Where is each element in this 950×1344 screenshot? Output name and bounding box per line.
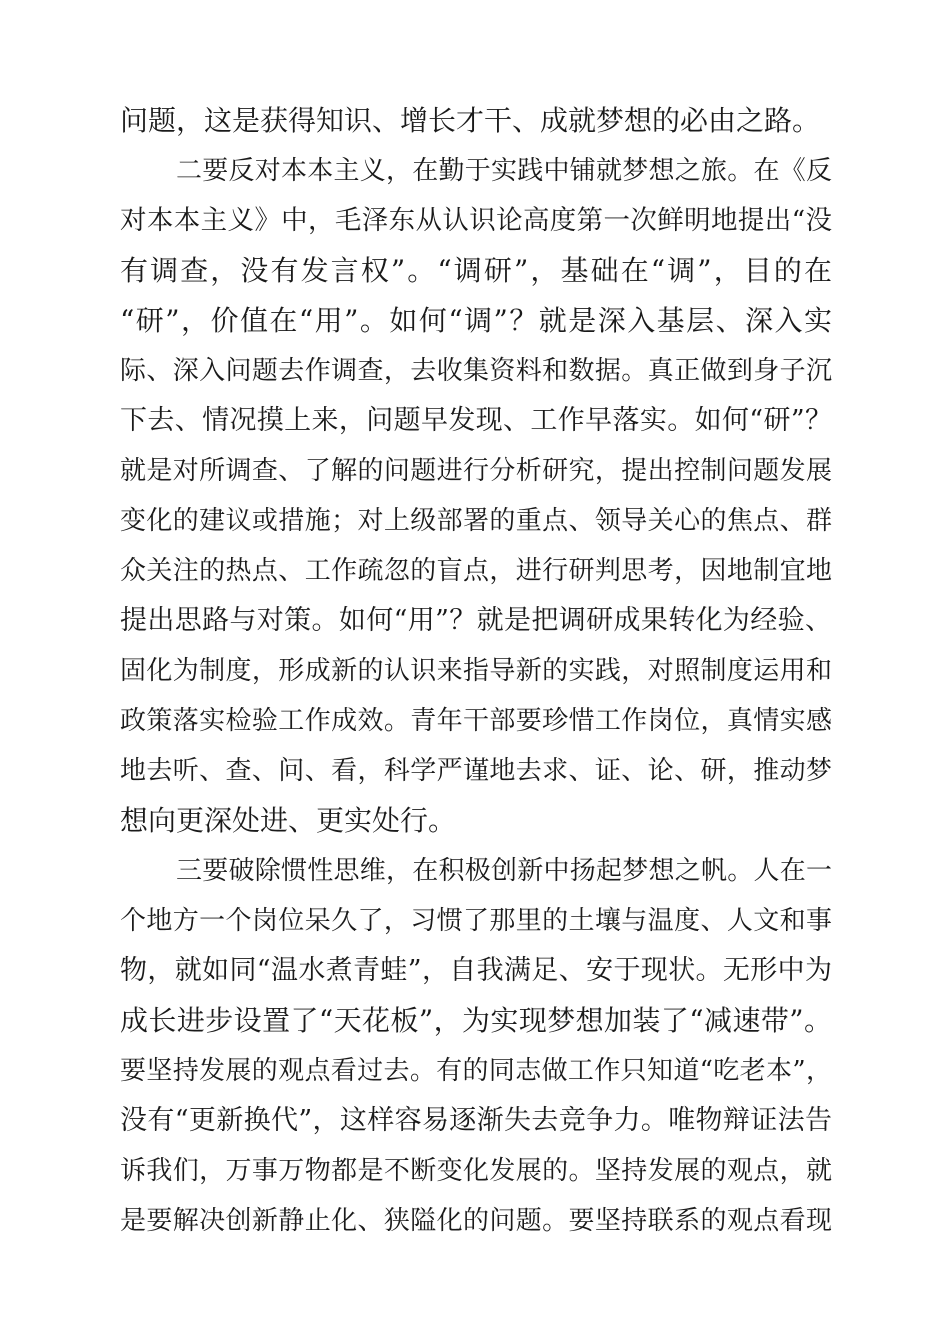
text-line: 提出思路与对策。如何“用”？就是把调研成果转化为经验、 <box>120 605 832 636</box>
text-line: 政策落实检验工作成效。青年干部要珍惜工作岗位，真情实感 <box>120 706 832 736</box>
text-line: 成长进步设置了“天花板”，为实现梦想加装了“减速带”。 <box>120 1004 832 1037</box>
text-line: 是要解决创新静止化、狭隘化的问题。要坚持联系的观点看现 <box>120 1206 832 1236</box>
text-line: 物，就如同“温水煮青蛙”，自我满足、安于现状。无形中为 <box>120 955 832 986</box>
text-line: 要坚持发展的观点看过去。有的同志做工作只知道“吃老本”， <box>120 1056 832 1086</box>
text-line: 变化的建议或措施；对上级部署的重点、领导关心的焦点、群 <box>120 506 832 536</box>
text-line: 固化为制度，形成新的认识来指导新的实践，对照制度运用和 <box>120 656 832 686</box>
paragraph-first-line: 三要破除惯性思维，在积极创新中扬起梦想之帆。人在一 <box>176 856 832 886</box>
paragraph-first-line: 二要反对本本主义，在勤于实践中铺就梦想之旅。在《反 <box>176 156 832 186</box>
text-line: 诉我们，万事万物都是不断变化发展的。坚持发展的观点，就 <box>120 1156 832 1186</box>
text-line: “研”，价值在“用”。如何“调”？就是深入基层、深入实 <box>120 304 832 337</box>
text-line: 想向更深处进、更实处行。 <box>120 804 457 837</box>
text-line: 际、深入问题去作调查，去收集资料和数据。真正做到身子沉 <box>120 356 832 386</box>
text-line: 就是对所调查、了解的问题进行分析研究，提出控制问题发展 <box>120 456 832 486</box>
text-line: 问题，这是获得知识、增长才干、成就梦想的必由之路。 <box>120 104 821 137</box>
text-line: 对本本主义》中，毛泽东从认识论高度第一次鲜明地提出“没 <box>120 205 832 236</box>
text-line: 个地方一个岗位呆久了，习惯了那里的土壤与温度、人文和事 <box>120 906 832 936</box>
text-line: 下去、情况摸上来，问题早发现、工作早落实。如何“研”？ <box>120 405 832 436</box>
text-line: 没有“更新换代”，这样容易逐渐失去竞争力。唯物辩证法告 <box>120 1105 832 1136</box>
text-line: 有调查，没有发言权”。“调研”，基础在“调”，目的在 <box>120 254 832 287</box>
text-line: 众关注的热点、工作疏忽的盲点，进行研判思考，因地制宜地 <box>120 556 832 586</box>
text-line: 地去听、查、问、看，科学严谨地去求、证、论、研，推动梦 <box>120 756 832 786</box>
